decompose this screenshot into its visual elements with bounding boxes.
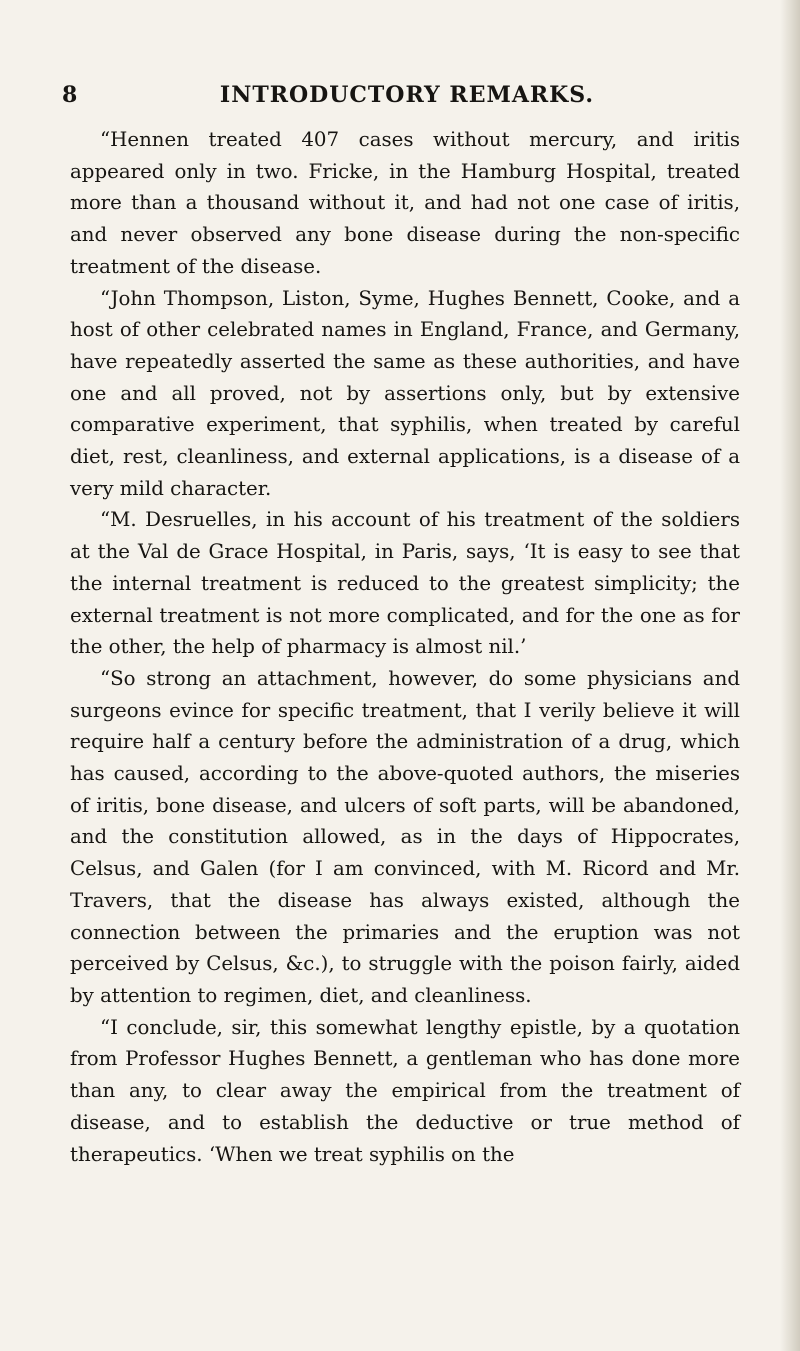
paragraph-hennen: “Hennen treated 407 cases without mercury, and iritis appeared only in two. Fricke, in the Hamburg Hospital, treated more than a thousand without it, and had not one case of iritis, and never observed any bone disease during the non-specific treatment of the disease. <box>70 128 740 278</box>
paragraph-specific-treatment: “So strong an attachment, however, do some physicians and surgeons evince for specific treatment, that I verily believe it will require half a century before the administration of a drug, which has caused, according to the above-quoted authors, the miseries of iritis, bone disease, and ulcers of soft parts, will be abandoned, and the constitution allowed, as in the days of Hippocrates, Celsus, and Galen (for I am convinced, with M. Ricord and Mr. Travers, that the disease has always existed, although the connection between the primaries and the eruption was not perceived by Celsus, &c.), to struggle with the poison fairly, aided by attention to regimen, diet, and cleanliness. <box>70 666 740 1007</box>
paragraph-desruelles: “M. Desruelles, in his account of his treatment of the soldiers at the Val de Grace Hospital, in Paris, says, ‘It is easy to see that the internal treatment is reduced to the greatest simplicity; the external treatment is not more complicated, and for the one as for the other, the help of pharmacy is almost nil.’ <box>70 508 740 659</box>
body-text <box>70 124 740 1170</box>
paragraph-conclusion: “I conclude, sir, this somewhat lengthy epistle, by a quotation from Professor Hughes Bennett, a gentleman who has done more than any, to clear away the empirical from the treatment of disease, and to establish the deductive or true method of therapeutics. ‘When we treat syphilis on the <box>70 1015 740 1166</box>
page-header <box>62 78 752 112</box>
running-title: INTRODUCTORY REMARKS. <box>219 82 595 108</box>
page-edge-shadow <box>780 0 800 1351</box>
paragraph-thompson: “John Thompson, Liston, Syme, Hughes Bennett, Cooke, and a host of other celebrated names in England, France, and Germany, have repeatedly asserted the same as these authorities, and have one and all proved, not by assertions only, but by extensive comparative experiment, that syphilis, when treated by careful diet, rest, cleanliness, and external applications, is a disease of a very mild character. <box>70 286 740 500</box>
page-number: 8 <box>62 82 78 108</box>
